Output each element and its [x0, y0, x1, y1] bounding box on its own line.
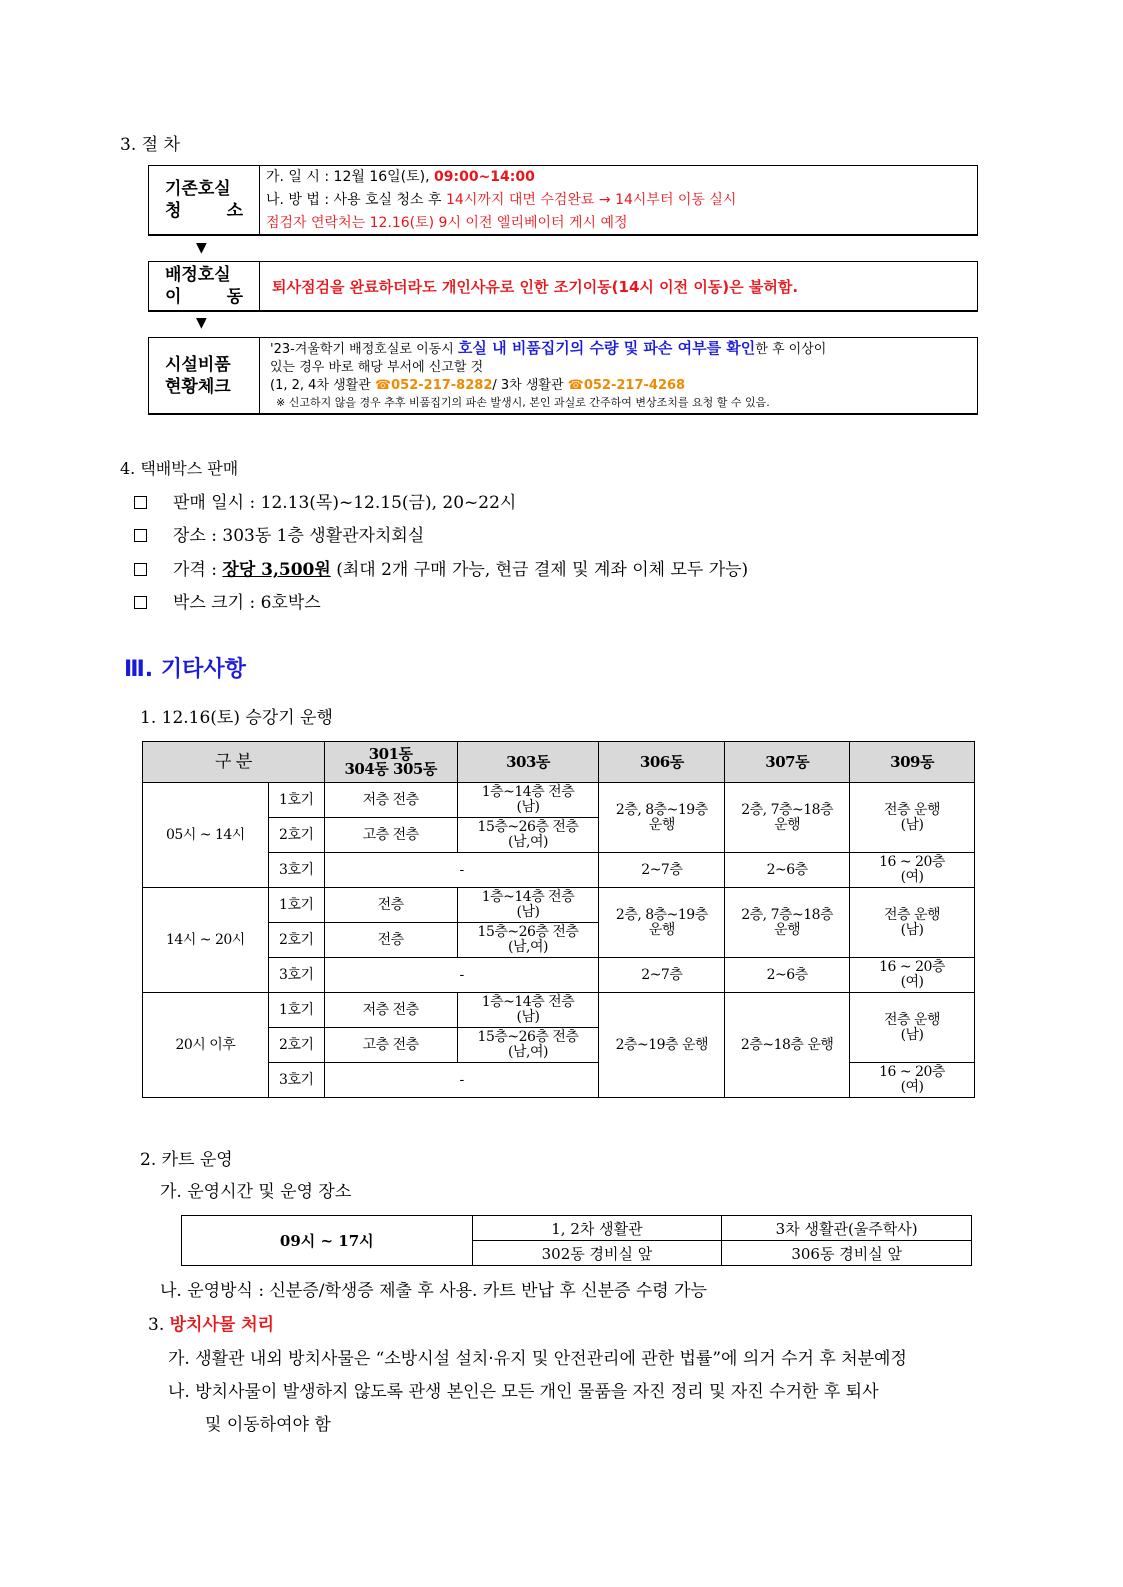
cell-301: 고층 전층 — [324, 1028, 457, 1063]
item-text: 가격 : — [173, 560, 223, 580]
label-line: 현황체크 — [165, 376, 231, 397]
cell-306: 2층~19층 운행 — [599, 993, 725, 1098]
cart-hours: 09시 ~ 17시 — [182, 1216, 473, 1266]
cell-301: 전층 — [324, 888, 457, 923]
procedure-label — [149, 338, 260, 413]
unit-label: 1호기 — [268, 888, 324, 923]
list-item — [134, 521, 424, 546]
header-303: 303동 — [457, 742, 599, 783]
item-text: 판매 일시 : 12.13(목)~12.15(금), 20~22시 — [173, 493, 517, 513]
unit-label: 3호기 — [268, 853, 324, 888]
header-306: 306동 — [599, 742, 725, 783]
facility-text: '23-겨울학기 배정호실로 이동시 — [270, 342, 458, 357]
checkbox-square-icon — [134, 529, 147, 542]
unit-label: 3호기 — [268, 958, 324, 993]
cell-309: 전층 운행 (남) — [850, 888, 975, 958]
label-line: 배정호실 — [165, 265, 231, 285]
cell-309: 16 ~ 20층 (여) — [850, 1063, 975, 1098]
item-text: 박스 크기 : 6호박스 — [173, 593, 321, 613]
phone-number-1[interactable]: ☎052-217-8282 — [374, 378, 493, 393]
cell-309: 전층 운행 (남) — [850, 783, 975, 853]
facility-text: 한 후 이상이 — [755, 342, 827, 357]
checkbox-square-icon — [134, 496, 147, 509]
cart-col1-head: 1, 2차 생활관 — [472, 1216, 722, 1241]
unit-label: 2호기 — [268, 923, 324, 958]
item-text: 장소 : 303동 1층 생활관자치회실 — [173, 526, 425, 546]
phone-number-2[interactable]: ☎052-217-4268 — [567, 378, 686, 393]
cell-307: 2층, 7층~18층 운행 — [725, 783, 850, 853]
procedure-box-move — [148, 261, 978, 312]
cell-301: 저층 전층 — [324, 993, 457, 1028]
cell-307: 2~6층 — [725, 958, 850, 993]
period-time: 20시 이후 — [143, 993, 269, 1098]
unit-label: 3호기 — [268, 1063, 324, 1098]
method-detail: 14시까지 대면 수검완료 → 14시부터 이동 실시 — [446, 192, 737, 208]
cart-subtitle-a: 가. 운영시간 및 운영 장소 — [160, 1182, 352, 1202]
header-307: 307동 — [725, 742, 850, 783]
cart-subtitle-b: 나. 운영방식 : 신분증/학생증 제출 후 사용. 카트 반납 후 신분증 수령 가능 — [160, 1281, 707, 1301]
unit-label: 2호기 — [268, 818, 324, 853]
cell-307: 2~6층 — [725, 853, 850, 888]
early-move-notice: 퇴사점검을 완료하더라도 개인사유로 인한 조기이동(14시 이전 이동)은 불허함. — [272, 277, 799, 296]
cell-301-303-dash: - — [324, 853, 599, 888]
cell-306: 2~7층 — [599, 958, 725, 993]
price-emphasis: 장당 3,500원 — [222, 560, 331, 580]
cell-307: 2층~18층 운행 — [725, 993, 850, 1098]
cart-col2-head: 3차 생활관(울주학사) — [722, 1216, 972, 1241]
label-line: 이 동 — [165, 287, 243, 307]
cell-303: 15층~26층 전층 (남,여) — [457, 1028, 599, 1063]
cell-303: 1층~14층 전층 (남) — [457, 888, 599, 923]
unit-label: 1호기 — [268, 783, 324, 818]
section-number: 3. — [148, 1315, 170, 1335]
cell-306: 2층, 8층~19층 운행 — [599, 888, 725, 958]
table-row — [143, 888, 975, 923]
table-row — [143, 993, 975, 1028]
method-label: 나. 방 법 : 사용 호실 청소 후 — [266, 192, 447, 208]
label-line: 기존호실 — [165, 179, 231, 199]
cell-307: 2층, 7층~18층 운행 — [725, 888, 850, 958]
label-line: 시설비품 — [165, 354, 231, 375]
abandoned-section-title — [148, 1310, 274, 1335]
table-header-row — [143, 742, 975, 783]
header-301: 301동 304동 305동 — [324, 742, 457, 783]
cell-301: 전층 — [324, 923, 457, 958]
part-3-title: Ⅲ. 기타사항 — [124, 657, 246, 682]
cell-309: 전층 운행 (남) — [850, 993, 975, 1063]
elevator-table — [142, 741, 975, 1098]
table-row — [182, 1216, 972, 1241]
down-arrow-icon: ▼ — [196, 240, 207, 256]
cell-306: 2층, 8층~19층 운행 — [599, 783, 725, 853]
cell-301-303-dash: - — [324, 1063, 599, 1098]
cell-303: 1층~14층 전층 (남) — [457, 783, 599, 818]
header-category: 구 분 — [143, 742, 325, 783]
list-item — [134, 488, 516, 513]
procedure-box-cleaning — [148, 165, 978, 236]
list-item — [134, 588, 321, 613]
list-item — [134, 555, 748, 580]
facility-emphasis: 호실 내 비품집기의 수량 및 파손 여부를 확인 — [457, 339, 756, 357]
period-time: 14시 ~ 20시 — [143, 888, 269, 993]
abandoned-title-text: 방치사물 처리 — [169, 1315, 275, 1335]
abandoned-item-a: 가. 생활관 내외 방치사물은 “소방시설 설치·유지 및 안전관리에 관한 법률”에 의거 수거 후 처분예정 — [168, 1349, 907, 1369]
cell-303: 15층~26층 전층 (남,여) — [457, 818, 599, 853]
phone-label: / 3차 생활관 — [492, 378, 568, 393]
facility-check-line — [270, 339, 971, 359]
cell-301-303-dash: - — [324, 958, 599, 993]
cell-309: 16 ~ 20층 (여) — [850, 853, 975, 888]
cell-301: 저층 전층 — [324, 783, 457, 818]
period-time: 05시 ~ 14시 — [143, 783, 269, 888]
cart-table — [181, 1215, 972, 1266]
table-row — [143, 783, 975, 818]
procedure-box-facility-check — [148, 337, 978, 415]
schedule-label: 가. 일 시 : 12월 16일(토), — [266, 169, 435, 185]
cell-303: 1층~14층 전층 (남) — [457, 993, 599, 1028]
compensation-note: ※ 신고하지 않을 경우 추후 비품집기의 파손 발생시, 본인 과실로 간주하여 변상조치를 요청 할 수 있음. — [276, 396, 770, 409]
phone-label: (1, 2, 4차 생활관 — [270, 378, 375, 393]
procedure-label — [149, 262, 260, 310]
schedule-line — [266, 166, 971, 189]
cart-col2-place: 306동 경비실 앞 — [722, 1241, 972, 1266]
unit-label: 2호기 — [268, 1028, 324, 1063]
section-3-title: 3. 절 차 — [120, 135, 180, 155]
section-4-title: 4. 택배박스 판매 — [120, 459, 239, 478]
report-line: 있는 경우 바로 해당 부서에 신고할 것 — [270, 360, 484, 375]
abandoned-item-b-cont: 및 이동하여야 함 — [205, 1415, 331, 1435]
item-text: (최대 2개 구매 가능, 현금 결제 및 계좌 이체 모두 가능) — [330, 560, 749, 580]
cell-309: 16 ~ 20층 (여) — [850, 958, 975, 993]
unit-label: 1호기 — [268, 993, 324, 1028]
procedure-label — [149, 166, 260, 234]
method-line — [266, 189, 971, 212]
cell-306: 2~7층 — [599, 853, 725, 888]
cart-col1-place: 302동 경비실 앞 — [472, 1241, 722, 1266]
cart-section-title: 2. 카트 운영 — [140, 1150, 233, 1170]
label-line: 청 소 — [165, 201, 243, 221]
checkbox-square-icon — [134, 563, 147, 576]
abandoned-item-b: 나. 방치사물이 발생하지 않도록 관생 본인은 모든 개인 물품을 자진 정리 및 자진 수거한 후 퇴사 — [168, 1382, 879, 1402]
phone-line — [270, 377, 971, 395]
cell-303: 15층~26층 전층 (남,여) — [457, 923, 599, 958]
elevator-section-title: 1. 12.16(토) 승강기 운행 — [140, 708, 333, 728]
schedule-time: 09:00~14:00 — [434, 169, 535, 185]
down-arrow-icon: ▼ — [196, 315, 207, 331]
header-309: 309동 — [850, 742, 975, 783]
cell-301: 고층 전층 — [324, 818, 457, 853]
checkbox-square-icon — [134, 596, 147, 609]
contact-notice: 점검자 연락처는 12.16(토) 9시 이전 엘리베이터 게시 예정 — [266, 215, 628, 231]
